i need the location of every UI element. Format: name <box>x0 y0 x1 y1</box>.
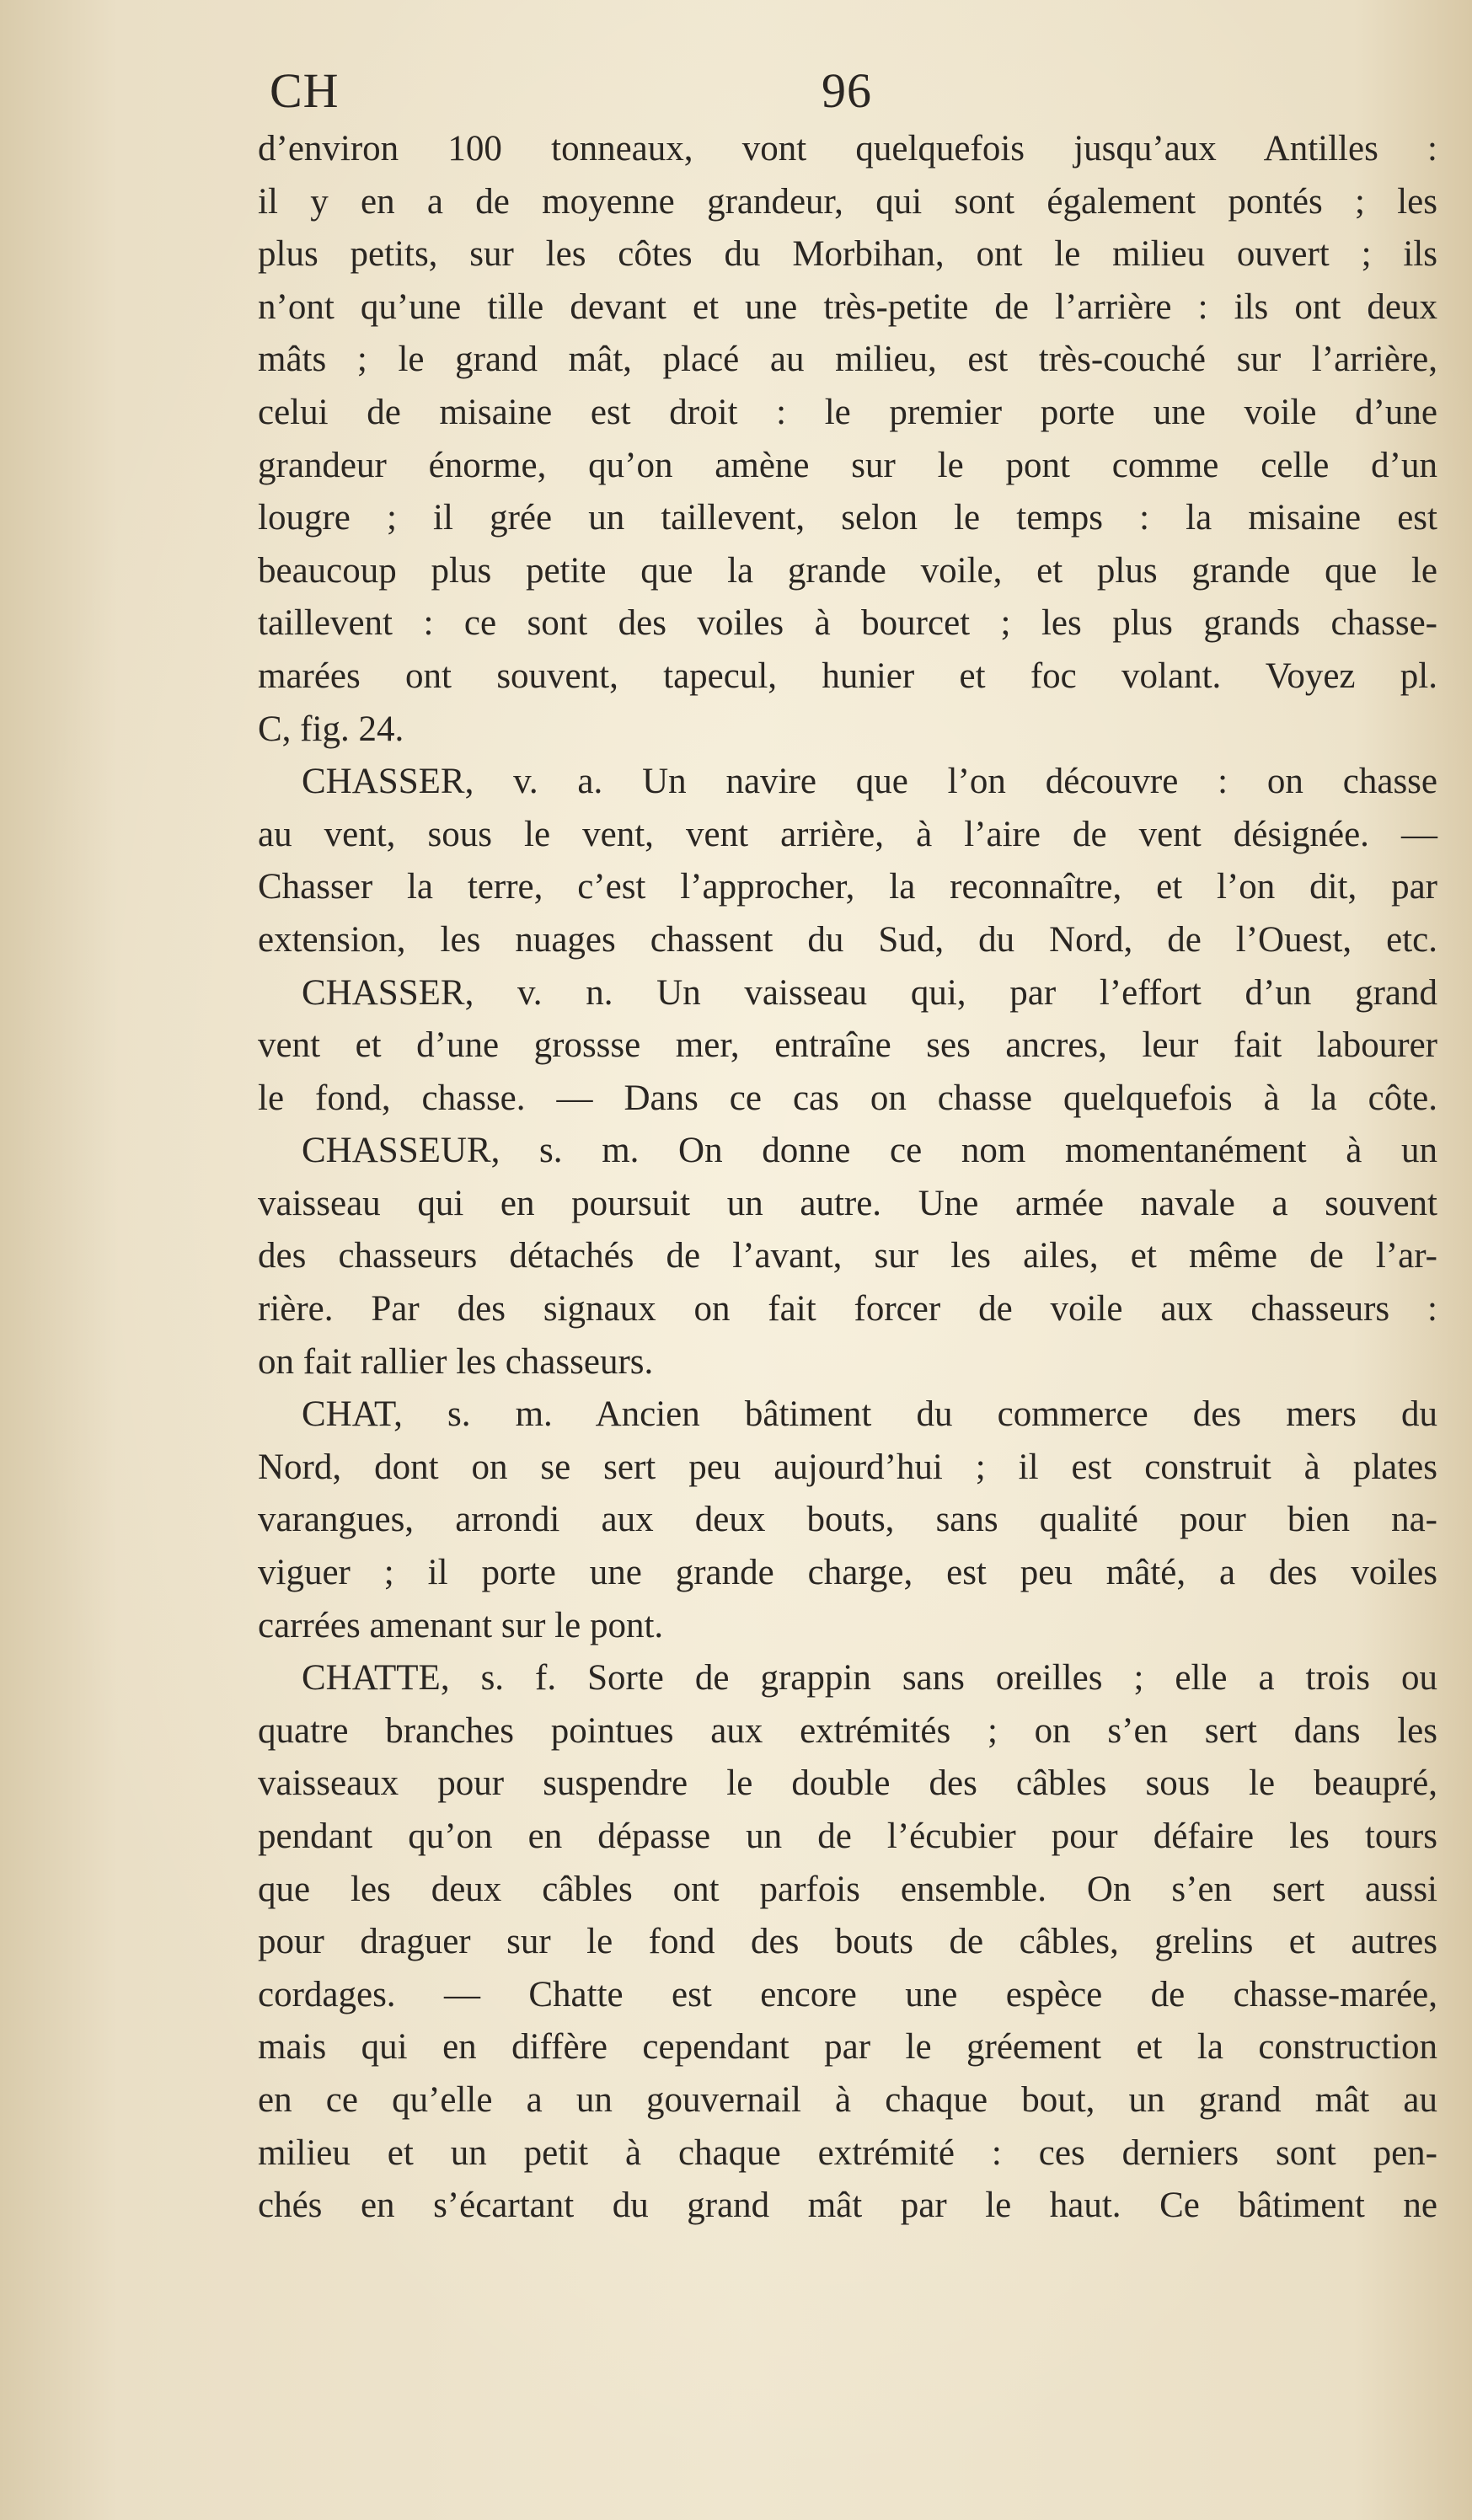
dictionary-text <box>258 123 1437 2233</box>
text-line: mais qui en diffère cependant par le gréement et la construction <box>258 2027 1437 2068</box>
text-line: vent et d’une grossse mer, entraîne ses ancres, leur fait labourer <box>258 1025 1437 1066</box>
text-line: quatre branches pointues aux extrémités ; on s’en sert dans les <box>258 1710 1437 1751</box>
text-line: taillevent : ce sont des voiles à bourcet ; les plus grands chasse- <box>258 603 1437 644</box>
text-line: extension, les nuages chassent du Sud, du Nord, de l’Ouest, etc. <box>258 919 1437 960</box>
text-line: en ce qu’elle a un gouvernail à chaque bout, un grand mât au <box>258 2079 1437 2120</box>
text-line: n’ont qu’une tille devant et une très-petite de l’arrière : ils ont deux <box>258 286 1437 327</box>
text-line: au vent, sous le vent, vent arrière, à l’aire de vent désignée. — <box>258 814 1437 854</box>
text-line: chés en s’écartant du grand mât par le haut. Ce bâtiment ne <box>258 2186 1437 2226</box>
text-line: beaucoup plus petite que la grande voile, et plus grande que le <box>258 550 1437 591</box>
text-line: marées ont souvent, tapecul, hunier et foc volant. Voyez pl. <box>258 655 1437 696</box>
text-line: cordages. — Chatte est encore une espèce de chasse-marée, <box>258 1974 1437 2014</box>
running-head <box>270 57 1432 125</box>
text-line: viguer ; il porte une grande charge, est peu mâté, a des voiles <box>258 1553 1437 1593</box>
text-line: d’environ 100 tonneaux, vont quelquefois jusqu’aux Antilles : <box>258 129 1437 169</box>
text-line: grandeur énorme, qu’on amène sur le pont comme celle d’un <box>258 445 1437 485</box>
text-line: le fond, chasse. — Dans ce cas on chasse quelquefois à la côte. <box>258 1078 1437 1118</box>
text-line: que les deux câbles ont parfois ensemble. On s’en sert aussi <box>258 1869 1437 1909</box>
entry-chasser-vn: CHASSER, v. n. Un vaisseau qui, par l’effort d’un grand <box>302 972 1437 1013</box>
text-line: des chasseurs détachés de l’avant, sur les ailes, et même de l’ar- <box>258 1236 1437 1276</box>
text-line: vaisseaux pour suspendre le double des câbles sous le beaupré, <box>258 1763 1437 1804</box>
text-line: il y en a de moyenne grandeur, qui sont également pontés ; les <box>258 181 1437 222</box>
text-line: Nord, dont on se sert peu aujourd’hui ; il est construit à plates <box>258 1447 1437 1487</box>
text-line: Chasser la terre, c’est l’approcher, la reconnaître, et l’on dit, par <box>258 867 1437 907</box>
text-line: pour draguer sur le fond des bouts de câbles, grelins et autres <box>258 1922 1437 1962</box>
entry-chasser-va: CHASSER, v. a. Un navire que l’on découvre : on chasse <box>302 762 1437 802</box>
text-line: carrées amenant sur le pont. <box>258 1605 664 1645</box>
entry-chasseur: CHASSEUR, s. m. On donne ce nom momentanément à un <box>302 1131 1437 1171</box>
text-line: rière. Par des signaux on fait forcer de voile aux chasseurs : <box>258 1289 1437 1330</box>
text-line: milieu et un petit à chaque extrémité : ces derniers sont pen- <box>258 2132 1437 2173</box>
page-number: 96 <box>822 63 872 118</box>
section-letters: CH <box>270 63 340 118</box>
text-line: pendant qu’on en dépasse un de l’écubier pour défaire les tours <box>258 1816 1437 1856</box>
entry-chat: CHAT, s. m. Ancien bâtiment du commerce des mers du <box>302 1394 1437 1435</box>
text-line: plus petits, sur les côtes du Morbihan, ont le milieu ouvert ; ils <box>258 234 1437 275</box>
text-line: celui de misaine est droit : le premier porte une voile d’une <box>258 392 1437 432</box>
text-line: C, fig. 24. <box>258 709 404 749</box>
text-line: varangues, arrondi aux deux bouts, sans qualité pour bien na- <box>258 1500 1437 1540</box>
text-line: lougre ; il grée un taillevent, selon le temps : la misaine est <box>258 498 1437 538</box>
text-line: on fait rallier les chasseurs. <box>258 1341 654 1382</box>
text-line: vaisseau qui en poursuit un autre. Une armée navale a souvent <box>258 1183 1437 1223</box>
entry-chatte: CHATTE, s. f. Sorte de grappin sans oreilles ; elle a trois ou <box>302 1658 1437 1699</box>
text-line: mâts ; le grand mât, placé au milieu, est très-couché sur l’arrière, <box>258 340 1437 380</box>
